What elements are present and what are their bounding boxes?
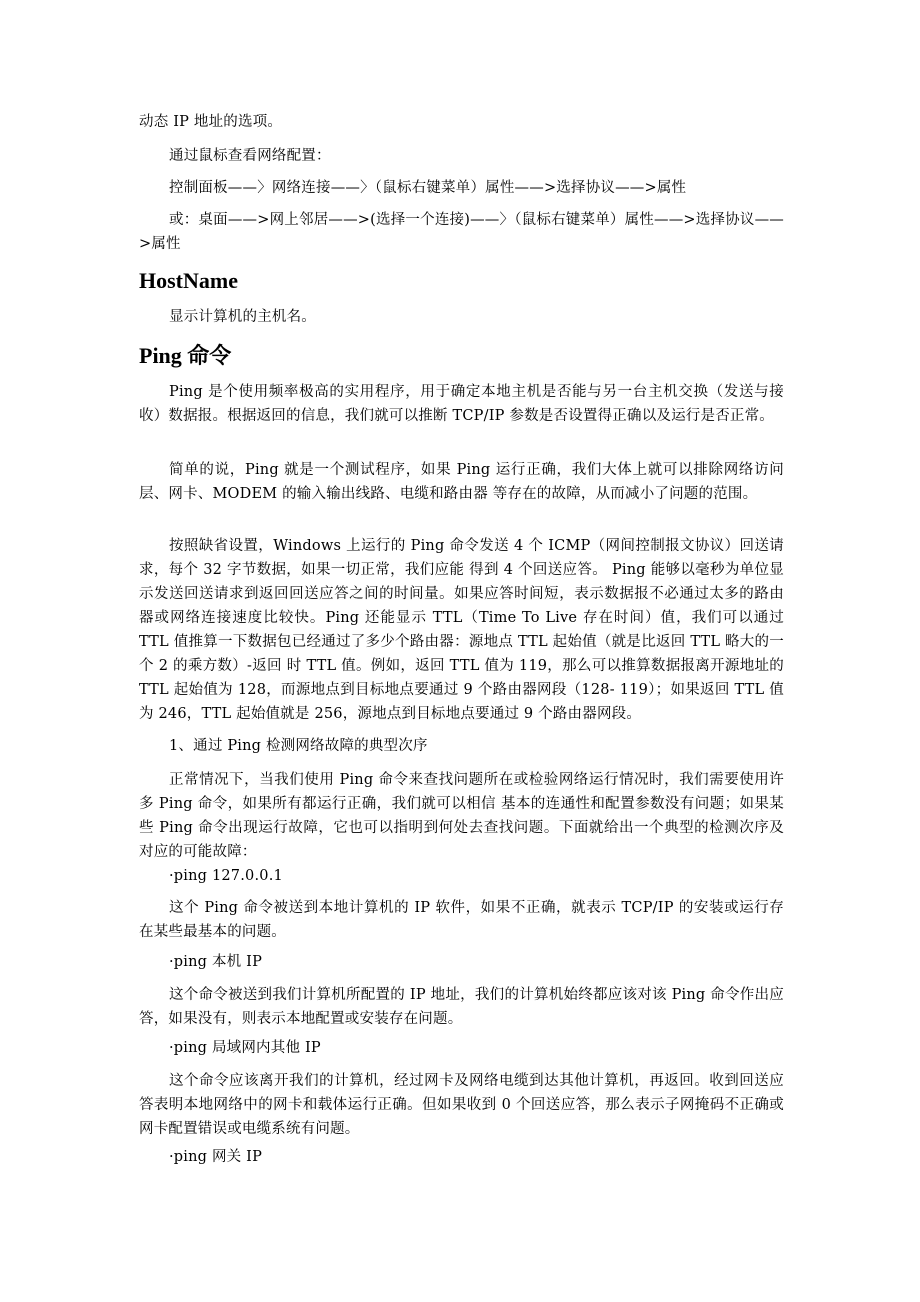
paragraph-normal-case: 正常情况下，当我们使用 Ping 命令来查找问题所在或检验网络运行情况时，我们需要使用许多 Ping 命令，如果所有都运行正确，我们就可以相信 基本的连通性和配置参数没有问题；如果某些 Ping 命令出现运行故障，它也可以指明到何处去查找问题。下面就给出一个典型的检测次序及对应的可能故障： — [139, 772, 784, 860]
paragraph-control-panel-path: 控制面板——〉网络连接——〉（鼠标右键菜单）属性——>选择协议——>属性 — [169, 180, 687, 196]
paragraph-local-ip-desc: 这个命令被送到我们计算机所配置的 IP 地址，我们的计算机始终都应该对该 Ping 命令作出应答，如果没有，则表示本地配置或安装存在问题。 — [139, 987, 784, 1027]
paragraph-section-1: 1、通过 Ping 检测网络故障的典型次序 — [169, 738, 428, 754]
paragraph-lan-ip-desc: 这个命令应该离开我们的计算机，经过网卡及网络电缆到达其他计算机，再返回。收到回送应答表明本地网络中的网卡和载体运行正确。但如果收到 0 个回送应答，那么表示子网掩码不正确或网卡配置错误或电缆系统有问题。 — [139, 1073, 784, 1137]
heading-ping: Ping 命令 — [139, 343, 232, 368]
paragraph-ping-simple: 简单的说，Ping 就是一个测试程序，如果 Ping 运行正确，我们大体上就可以排除网络访问层、网卡、MODEM 的输入输出线路、电缆和路由器 等存在的故障，从而减小了问题的范围。 — [139, 462, 784, 502]
paragraph-hostname-desc: 显示计算机的主机名。 — [169, 309, 316, 325]
heading-hostname: HostName — [139, 268, 238, 293]
paragraph-ping-lan-ip: ·ping 局域网内其他 IP — [169, 1040, 321, 1056]
paragraph-localhost-desc: 这个 Ping 命令被送到本地计算机的 IP 软件，如果不正确，就表示 TCP/IP 的安装或运行存在某些最基本的问题。 — [139, 900, 784, 940]
paragraph-ping-intro: Ping 是个使用频率极高的实用程序，用于确定本地主机是否能与另一台主机交换（发送与接收）数据报。根据返回的信息，我们就可以推断 TCP/IP 参数是否设置得正确以及运行是否正常。 — [139, 384, 784, 424]
paragraph-ping-localhost: ·ping 127.0.0.1 — [169, 868, 283, 884]
paragraph-mouse-config: 通过鼠标查看网络配置： — [169, 148, 331, 164]
paragraph-ping-default: 按照缺省设置，Windows 上运行的 Ping 命令发送 4 个 ICMP（网间控制报文协议）回送请求，每个 32 字节数据，如果一切正常，我们应能 得到 4 个回送应答。 Ping 能够以毫秒为单位显示发送回送请求到返回回送应答之间的时间量。如果应答时间短，表示数据报不必通过太多的路由器或网络连接速度比较快。Ping 还能显示 TTL（Time To Live 存在时间）值，我们可以通过 TTL 值推算一下数据包已经通过了多少个路由器：源地点 TTL 起始值（就是比返回 TTL 略大的一个 2 的乘方数）-返回 时 TTL 值。例如，返回 TTL 值为 119，那么可以推算数据报离开源地址的 TTL 起始值为 128，而源地点到目标地点要通过 9 个路由器网段（128- 119）；如果返回 TTL 值为 246，TTL 起始值就是 256，源地点到目标地点要通过 9 个路由器网段。 — [139, 538, 784, 722]
paragraph-ping-local-ip: ·ping 本机 IP — [169, 954, 263, 970]
paragraph-desktop-path: 或：桌面——>网上邻居——>(选择一个连接)——〉（鼠标右键菜单）属性——>选择协议——>属性 — [139, 212, 784, 252]
paragraph-dynamic-ip: 动态 IP 地址的选项。 — [139, 114, 283, 130]
paragraph-ping-gateway: ·ping 网关 IP — [169, 1149, 263, 1165]
